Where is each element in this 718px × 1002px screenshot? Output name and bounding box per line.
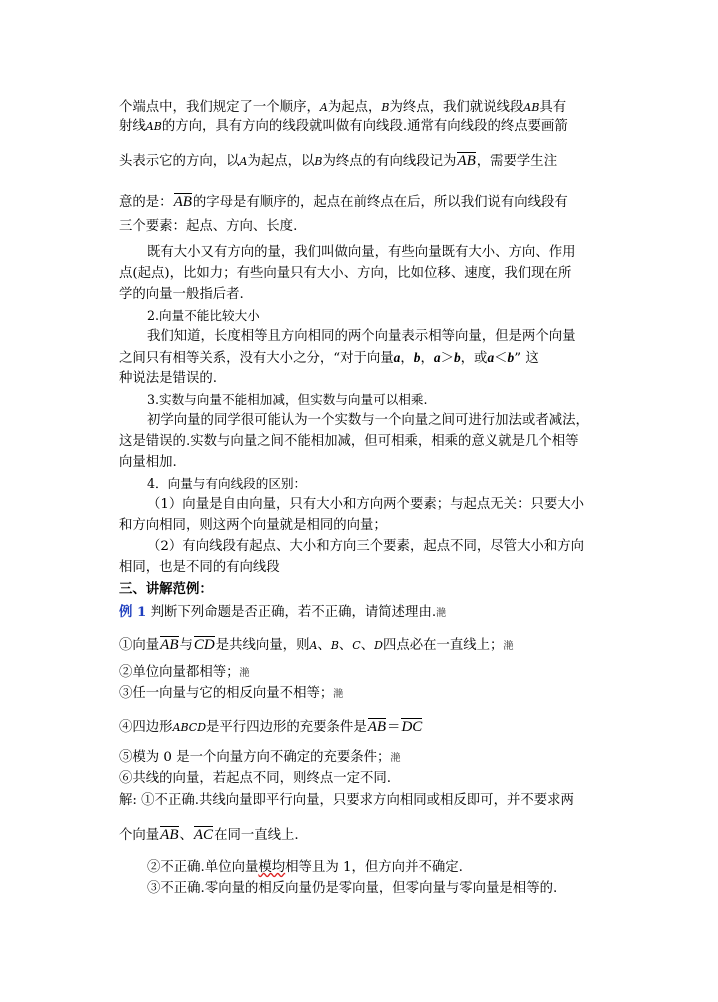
vector-dc: DC [401,719,423,735]
p1-line-3: 头表示它的方向，以A为起点，以B为终点的有向线段记为AB，需要学生注 [119,153,558,169]
section-heading: 三、讲解范例： [119,581,213,597]
item-5: ⑤模为 0 是一个向量方向不确定的充要条件；滟 [119,750,401,765]
p5-line-2: 和方向相同，则这两个向量就是相同的向量； [119,518,387,533]
p2-line-1: 既有大小又有方向的量，我们叫做向量，有些向量既有大小、方向、作用 [147,245,576,260]
vector-ac: AC [193,827,214,843]
p1-line-4: 意的是：AB的字母是有顺序的，起点在前终点在后，所以我们说有向线段有 [119,194,568,210]
vector-ab: AB [457,153,476,169]
p4-line-2: 这是错误的.实数与向量之间不能相加减，但可相乘，相乘的意义就是几个相等 [119,434,579,449]
solution-line-2: 个向量AB、AC在同一直线上. [119,827,299,843]
item-6: ⑥共线的向量，若起点不同，则终点一定不同. [119,771,392,786]
p4-heading: 3.实数与向量不能相加减，但实数与向量可以相乘. [147,392,428,407]
vector-ab: AB [160,827,179,843]
item-3: ③任一向量与它的相反向量不相等；滟 [119,686,344,701]
item-4: ④四边形ABCD是平行四边形的充要条件是AB＝DC [119,719,423,735]
p1-line-2: 射线AB的方向，具有方向的线段就叫做有向线段.通常有向线段的终点要画箭 [119,119,568,134]
item-2: ②单位向量都相等；滟 [119,665,250,680]
p5-line-1: （1）向量是自由向量，只有大小和方向两个要素；与起点无关：只要大小 [147,497,585,512]
item-1: ①向量AB与CD是共线向量，则A、B、C、D四点必在一直线上；滟 [119,637,514,653]
p1-line-5: 三个要素：起点、方向、长度. [119,219,298,234]
p5-line-4: 相同，也是不同的有向线段 [119,560,280,575]
vector-ab: AB [173,194,192,210]
vector-ab: AB [367,719,387,735]
p4-line-3: 向量相加. [119,455,177,470]
p5-heading: 4．向量与有向线段的区别： [147,476,307,491]
p3-line-3: 种说法是错误的. [119,371,217,386]
solution-line-3: ②不正确.单位向量模均相等且为 1，但方向并不确定. [147,860,463,875]
vector-cd: CD [193,637,215,653]
vector-ab: AB [160,637,179,653]
p3-line-2: 之间只有相等关系，没有大小之分，“对于向量a，b，a＞b，或a＜b” 这 [119,350,539,366]
p1-line-1: 个端点中，我们规定了一个顺序，A为起点，B为终点，我们就说线段AB具有 [119,100,567,115]
p2-line-2: 点(起点)，比如力；有些向量只有大小、方向，比如位移、速度，我们现在所 [119,266,572,281]
example-1-prompt: 例 1 判断下列命题是否正确，若不正确，请简述理由.滟 [119,604,447,620]
p5-line-3: （2）有向线段有起点、大小和方向三个要素，起点不同，尽管大小和方向 [147,539,585,554]
p4-line-1: 初学向量的同学很可能认为一个实数与一个向量之间可进行加法或者减法， [147,413,589,428]
p2-line-3: 学的向量一般指后者. [119,287,244,302]
solution-line-1: 解: ①不正确.共线向量即平行向量，只要求方向相同或相反即可，并不要求两 [119,793,574,808]
solution-line-4: ③不正确.零向量的相反向量仍是零向量，但零向量与零向量是相等的. [147,881,558,896]
p3-line-1: 我们知道，长度相等且方向相同的两个向量表示相等向量，但是两个向量 [147,329,576,344]
p3-heading: 2.向量不能比较大小 [147,308,260,323]
example-label: 例 1 [119,604,147,620]
